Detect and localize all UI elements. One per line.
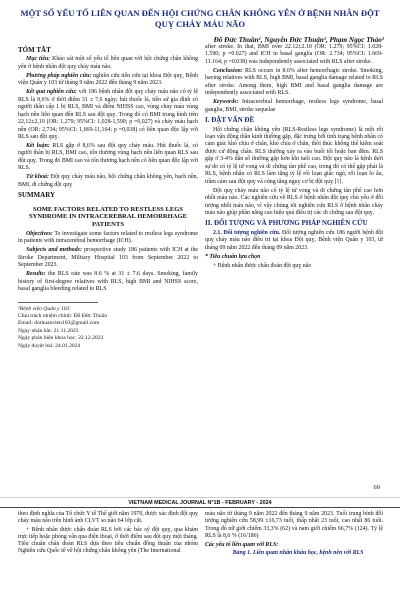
summary-methods: Subjects and methods: prospective study 186 patients with ICH at the Stroke Department, Military Hospital 103 from September 2022 to September 2023. xyxy=(18,247,198,269)
page-2 xyxy=(0,499,400,600)
page2-left-column xyxy=(18,511,198,557)
criteria-item: + Bệnh nhân được chẩn đoán đột quỵ não xyxy=(213,262,312,269)
footnote-separator xyxy=(18,302,98,303)
summary-conclusion: Conclusion: RLS occurs in 8.6% after hemorrhagic stroke. Smoking, having relatives with RLS, high BMI, basal ganglia damage related to RLS after stroke. Among them, high BMI and basal ganglia damage are independently associated with RLS. xyxy=(205,67,383,97)
intro-paragraph-2: Đột quỵ chảy máu não có tỷ lệ tử vong và di chứng tàn phế cao hơn nhồi máu não. Các nghiên cứu về RLS ở bệnh nhân đột quỵ chủ yếu ở đối tượng nhồi máu não, vì vậy chúng tôi nghiên cứu RLS ở bệnh nhân chảy máu não giúp phần năng cao hiệu quả điều trị các di chứng sau đột quỵ. xyxy=(205,187,383,217)
abstract-heading: TÓM TẮT xyxy=(18,46,51,54)
summary-objectives: Objectives: To investigate some factors related to restless legs syndrome in patients with intracerebral hemorrhage (ICH). xyxy=(18,230,198,245)
abstract-objective: Mục tiêu: Khảo sát một số yếu tố liên quan với hội chứng chân không yên ở bệnh nhân đột quỵ chảy máu não. xyxy=(18,56,198,70)
footnote-accepted: Ngày duyệt bài: 24.01.2024 xyxy=(18,342,81,349)
abstract-conclusion: Kết luận: RLS gặp ở 8,6% sau đột quỵ chảy máu. Hút thuốc lá, có người thân bị RLS, BMI cao, tổn thương vùng hạch nền liên quan RLS sau đột quỵ. Trong đó BMI cao và tổn thương hạch nền có liên quan độc lập với RLS. xyxy=(18,142,198,172)
footnote-reviewed: Ngày phản biện khoa học: 22.12.2023 xyxy=(18,335,104,342)
right-column xyxy=(205,44,383,272)
page2-right-column xyxy=(205,511,383,559)
footnote-received: Ngày nhận bài: 21.11.2023 xyxy=(18,327,79,334)
summary-heading: SUMMARY xyxy=(18,191,56,200)
footnotes xyxy=(18,306,198,350)
factors-subheading: Các yếu tố liên quan với RLS: xyxy=(205,542,279,549)
summary-title: SOME FACTORS RELATED TO RESTLESS LEGS SYNDROME IN INTRACEREBRAL HEMORRHAGE PATIENTS xyxy=(28,205,188,228)
summary-results: Results: the RLS rate was 8.6 % at 31 ± 7.6 days. Smoking, family history of first-degree relatives with RLS, high BMI and NIHSS score, basal ganglia bleeding related to RLS xyxy=(18,271,198,293)
abstract-results: Kết quả nghiên cứu: với 186 bệnh nhân đột quỵ chảy máu não có tỷ lệ RLS là 8,6% ở thời điểm 31 ± 7,6 ngày; hút thuốc lá, tiền sử gia đình có người thân cấp 1 bị RLS, BMI và điểm NIHSS cao, vùng chảy máu vùng hạch nền liên quan đến RLS sau đột quỵ. Trong đó có BMI trung bình trên 22,12±2,10 (OR: 1,279; 95%CI: 1,028-1,590; p =0,027) và chảy máu hạch nền (OR: 2,734; 95%CI: 1,669-11,164; p =0,038) có liên quan độc lập với RLS sau đột quỵ. xyxy=(18,89,198,140)
footnote-affiliation: ¹Bệnh viện Quân y 103 xyxy=(18,305,70,312)
footnote-corresponding: Chịu trách nhiệm chính: Đỗ Đức Thuần xyxy=(18,313,107,319)
paper-title: MỘT SỐ YẾU TỐ LIÊN QUAN ĐẾN HỘI CHỨNG CHÂN KHÔNG YÊN Ở BỆNH NHÂN ĐỘT QUỴ CHẢY MÁU NÃO xyxy=(20,8,380,29)
abstract-methods: Phương pháp nghiên cứu: nghiên cứu tiến cứu tại khoa Đột quỵ, Bệnh viện Quân y 103 từ tháng 9 năm 2022 đến tháng 9 năm 2023. xyxy=(18,72,198,87)
subjects-paragraph: 2.1. Đối tượng nghiên cứu. Đối tượng nghiên cứu 186 người bệnh đột quỵ chảy máu não điều trị tại khoa Đột quỵ, Bệnh viện Quân y 103, từ tháng 09 năm 2022 đến tháng 09 năm 2023. xyxy=(205,229,384,251)
journal-header: VIETNAM MEDICAL JOURNAL N°1B - FEBRUARY - 2024 xyxy=(0,499,400,508)
abstract-keywords: Từ khoá: Đột quỵ chảy máu não, hội chứng chân không yên, hạch nền, BMI, di chứng đột quỵ xyxy=(18,174,198,188)
page2-left-paragraph-1: theo định nghĩa của Tổ chức Y tế Thế giới năm 1970, được xác định đột quỵ chảy máu não trên hình ảnh CLVT so não 64 lớp cắt. xyxy=(18,511,198,525)
page2-left-paragraph-2: + Bệnh nhân được chẩn đoán RLS bởi các bác sỹ đột quỵ, qua khám trực tiếp hoặc phỏng vấn qua điện thoại, ở thời điểm sau đột quỵ một tháng. Tiêu chuẩn chẩn đoán RLS dựa theo tiêu chuẩn đồng thuận của nhóm Nghiên cứu Quốc tế về hội chứng chân không yên (The International xyxy=(18,526,198,555)
page-number: 69 xyxy=(373,484,380,491)
left-column xyxy=(18,44,198,350)
intro-paragraph-1: Hội chứng chân không yên (RLS-Restless legs syndrome) là một rối loạn vận động thần kinh thường gặp, đặc trưng bởi tình trạng bệnh nhân có cảm giác khó chịu ở chân, khó chịu ở chân, thôi thúc không thể kiểm soát được cử động chân. RLS thường xảy ra vào buổi tối hoặc ban đêm. RLS gặp ở 3-4% dân số thường gặp hơn khi tuổi cao. Đột quỵ não là bệnh thời sự do có tỷ lệ tử vong và di chứng tàn phế cao, trong đó có thể gặp phải là RLS, bệnh nhân có RLS làm tăng tỷ lệ rối loạn giấc ngủ, rối loạn lo âu, trầm cảm sau đột quỵ và cũng tăng nguy cơ bị đột quỵ [1]. xyxy=(205,126,383,185)
paper-authors: Đỗ Đức Thuần¹, Nguyễn Đức Thuận¹, Phạm Ngọc Thảo¹ xyxy=(213,36,384,44)
summary-keywords: Keywords: Intracerebral hemorrhage, restless legs syndrome, basal ganglia, BMI, stroke sequelae xyxy=(205,99,383,113)
section-1-heading: I. ĐẶT VẤN ĐỀ xyxy=(205,116,255,125)
table-1-caption: Bảng 1. Liên quan nhân khẩu học, bệnh nền với RLS xyxy=(232,550,364,557)
page2-right-paragraph-1: máu não từ tháng 9 năm 2022 đến tháng 9 năm 2023. Tuổi trung bình đối tượng nghiên cứu 58,99 ±16,73 tuổi, thấp nhất 23 tuổi, cao nhất 86 tuổi. Trong đó nữ giới chiếm 33,3% (62) và nam giới chiếm 66,7% (124). Tỷ lệ RLS là 8,6 % (16/186) xyxy=(205,511,383,539)
section-2-heading: II. ĐỐI TƯỢNG VÀ PHƯƠNG PHÁP NGHIÊN CỨU xyxy=(205,219,368,228)
footnote-email: Email: dothuanvien103@gmail.com xyxy=(18,320,100,327)
criteria-heading: * Tiêu chuẩn lựa chọn xyxy=(205,253,261,260)
summary-results-cont: after stroke. In that, BMI over 22.12±2.10 (OR: 1.279; 95%CI: 1.028-1.590; p =0.027) and ICH in basal ganglia (OR: 2.734; 95%CI: 1.669-11.164; p =0.038) was independently associated with RLS after stroke. xyxy=(205,44,383,65)
